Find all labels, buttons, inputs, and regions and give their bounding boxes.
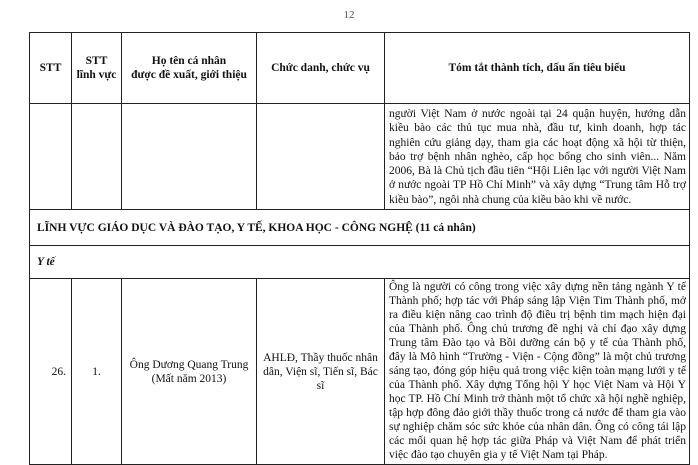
table-header-row (30, 33, 690, 104)
cell-empty (72, 104, 122, 210)
cell-empty (30, 104, 72, 210)
table-row (30, 279, 690, 465)
entry-name-cell (122, 279, 257, 465)
section-row (30, 210, 690, 246)
table-row-continuation (30, 104, 690, 210)
header-name (122, 33, 257, 104)
header-name-line1: Họ tên cá nhân (151, 55, 227, 67)
subsection-title: Y tế (30, 246, 690, 279)
entry-name-note: (Mất năm 2013) (151, 372, 227, 385)
header-stt-field-line2: lĩnh vực (76, 69, 117, 81)
header-name-line2: được đề xuất, giới thiệu (131, 69, 247, 81)
cell-empty (122, 104, 257, 210)
page-number: 12 (343, 9, 355, 21)
entry-stt: 26. (30, 279, 72, 465)
awards-table (29, 32, 690, 465)
header-stt-field (72, 33, 122, 104)
subsection-row (30, 246, 690, 279)
entry-summary: Ông là người có công trong việc xây dựng nền tảng ngành Y tế Thành phố; hợp tác với Pháp sáng lập Viện Tim Thành phố, mở ra điều kiện nâng cao trình độ điều trị bệnh tim mạch hiện đại của Thành phố. Ông chủ trương đề nghị và chỉ đạo xây dựng Trung tâm Đào tạo và Bồi dưỡng cán bộ y tế của Thành phố, đây là Mô hình “Trường - Viện - Cộng đồng” là một chủ trương sáng tạo, đóng góp hiệu quả trong việc kiện toàn mạng lưới y tế của Thành phố. Xây dựng Tổng hội Y học Việt Nam và Hội Y học TP. Hồ Chí Minh trở thành một tổ chức xã hội nghề nghiệp, tập hợp đông đảo giới thầy thuốc trong cả nước để tham gia vào sự nghiệp chăm sóc sức khỏe của nhân dân. Ông có công tái lập các mối quan hệ hợp tác giữa Pháp và Việt Nam để phát triển việc đào tạo chuyên gia y tế Việt Nam tại Pháp. (385, 279, 690, 465)
cell-empty (257, 104, 385, 210)
entry-field-stt: 1. (72, 279, 122, 465)
continuation-summary: người Việt Nam ở nước ngoài tại 24 quận huyện, hướng dẫn kiều bào các thủ tục mua nhà, đầu tư, kinh doanh, hợp tác nghiên cứu giảng dạy, tham gia các hoạt động xã hội từ thiện, bảo trợ bệnh nhân nghèo, cấp học bổng cho sinh viên... Năm 2006, Bà là Chủ tịch đầu tiên “Hội Liên lạc với người Việt Nam ở nước ngoài TP Hồ Chí Minh” và xây dựng “Trung tâm Hỗ trợ kiều bào”, ngôi nhà chung của kiều bào khi về nước. (385, 104, 690, 210)
entry-name: Ông Dương Quang Trung (129, 358, 249, 371)
section-title: LĨNH VỰC GIÁO DỤC VÀ ĐÀO TẠO, Y TẾ, KHOA HỌC - CÔNG NGHỆ (11 cá nhân) (30, 210, 690, 246)
header-title: Chức danh, chức vụ (257, 33, 385, 104)
entry-title: AHLĐ, Thầy thuốc nhân dân, Viện sĩ, Tiến sĩ, Bác sĩ (257, 279, 385, 465)
header-stt: STT (30, 33, 72, 104)
header-summary: Tóm tắt thành tích, dấu ấn tiêu biểu (385, 33, 690, 104)
header-stt-field-line1: STT (85, 55, 108, 67)
